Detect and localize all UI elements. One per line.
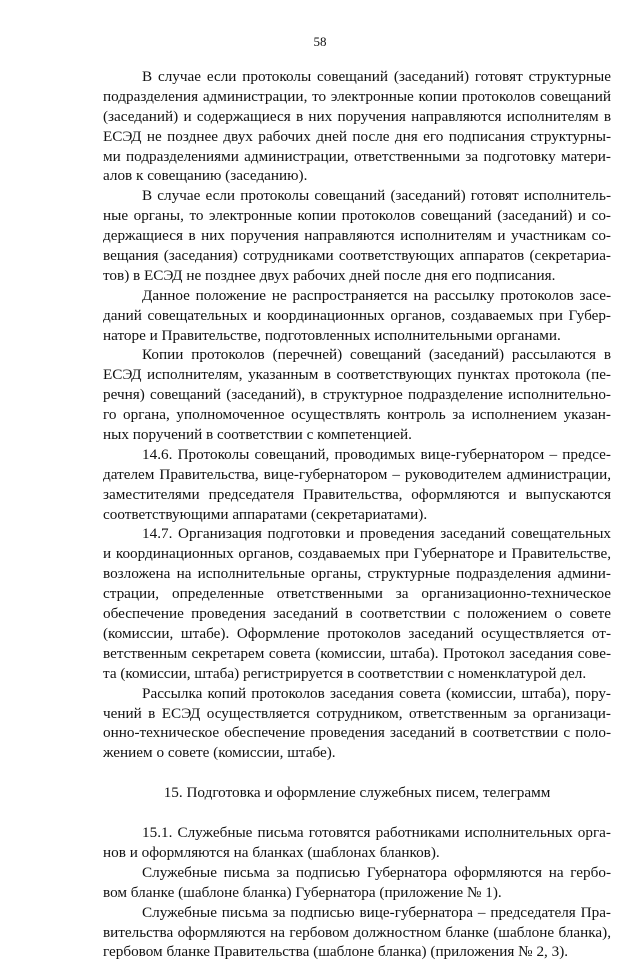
section-paragraph (103, 863, 611, 903)
section-paragraph (103, 823, 611, 863)
paragraph-line: жением о совете (комиссии, штабе). (103, 744, 336, 762)
paragraph-line: нов и оформляются на бланках (шаблонах бланков). (103, 843, 440, 861)
paragraph-line: даний совещательных и координационных органов, создаваемых при Губер- (103, 306, 611, 324)
paragraph-line: та (комиссии, штаба) регистрируется в соответствии с номенклатурой дел. (103, 664, 587, 682)
paragraph-line: ветственным секретарем совета (комиссии, штаба). Протокол заседания сове- (103, 644, 611, 662)
section-heading: 15. Подготовка и оформление служебных писем, телеграмм (163, 784, 551, 802)
paragraph (103, 186, 611, 285)
paragraph-line: го органа, уполномоченное осуществлять контроль за исполнением указан- (103, 406, 611, 424)
paragraph (103, 684, 611, 764)
paragraph-line: вительства оформляются на гербовом должностном бланке (шаблоне бланка), (103, 923, 611, 941)
paragraph-line: В случае если протоколы совещаний (заседаний) готовят структурные (142, 68, 611, 85)
paragraph-line: подразделения администрации, то электронные копии протоколов совещаний (103, 87, 611, 105)
paragraph-line: ные органы, то электронные копии протоколов совещаний (заседаний) и со- (103, 207, 611, 225)
paragraph (103, 445, 611, 525)
section-paragraph (103, 903, 611, 962)
paragraph-line: 14.7. Организация подготовки и проведения заседаний совещательных (142, 525, 611, 543)
paragraph-line: Служебные письма за подписью Губернатора оформляются на гербо- (142, 863, 611, 881)
page-number: 58 (313, 34, 327, 49)
paragraph-line: гербовом бланке Правительства (шаблоне бланка) (приложения № 2, 3). (103, 943, 569, 961)
paragraph-line: 14.6. Протоколы совещаний, проводимых вице-губернатором – предсе- (142, 445, 611, 463)
paragraph-line: заместителями председателя Правительства, оформляются и выпускаются (103, 485, 611, 503)
paragraph-line: возложена на исполнительные органы, структурные подразделения админи- (103, 565, 611, 583)
paragraph-line: обеспечение проведения заседаний в соответствии с положением о совете (103, 605, 611, 623)
paragraph-line: Служебные письма за подписью вице-губернатора – председателя Пра- (142, 903, 611, 921)
paragraph-line: Рассылка копий протоколов заседания совета (комиссии, штаба), пору- (142, 684, 611, 702)
paragraph (103, 524, 611, 683)
paragraph-line: речня) совещаний (заседаний), в структурное подразделение исполнительно- (103, 386, 611, 404)
paragraph-line: тов) в ЕСЭД не позднее двух рабочих дней после дня его подписания. (103, 266, 556, 284)
section-spacer (103, 803, 611, 823)
paragraph-line: (заседаний) и содержащиеся в них поручения направляются исполнителям в (103, 107, 611, 125)
paragraph-line: и координационных органов, создаваемых при Губернаторе и Правительстве, (103, 545, 611, 563)
paragraph-line: чений в ЕСЭД осуществляется сотрудником, ответственным за организаци- (103, 704, 611, 722)
paragraph (103, 345, 611, 444)
paragraph-line: наторе и Правительстве, подготовленных исполнительными органами. (103, 326, 561, 344)
paragraph-line: (комиссии, штабе). Оформление протоколов заседаний осуществляется от- (103, 624, 611, 642)
paragraph-line: вом бланке (шаблоне бланка) Губернатора (приложение № 1). (103, 883, 502, 901)
paragraph-line: 15.1. Служебные письма готовятся работниками исполнительных орга- (142, 824, 611, 842)
paragraph-line: Копии протоколов (перечней) совещаний (заседаний) рассылаются в (142, 346, 611, 364)
paragraph-line: В случае если протоколы совещаний (заседаний) готовят исполнитель- (142, 187, 611, 205)
paragraph-line: ми подразделениями администрации, ответственными за подготовку матери- (103, 147, 611, 165)
paragraph-line: страции, определенные ответственными за организационно-техническое (103, 585, 611, 603)
paragraph-line: ЕСЭД исполнителям, указанным в соответствующих пунктах протокола (пе- (103, 366, 611, 384)
paragraph-line: соответствующими аппаратами (секретариатами). (103, 505, 428, 523)
paragraph-line: держащиеся в них поручения направляются исполнителям и участникам со- (103, 227, 611, 245)
paragraph-line: ных поручений в соответствии с компетенцией. (103, 426, 412, 444)
paragraph (103, 67, 611, 186)
paragraph-line: вещания (заседания) сотрудниками соответствующих аппаратов (секретариа- (103, 247, 611, 265)
paragraph-line: ЕСЭД не позднее двух рабочих дней после дня его подписания структурны- (103, 127, 611, 145)
paragraph-line: онно-техническое обеспечение проведения заседаний в соответствии с поло- (103, 724, 611, 742)
document-body (103, 67, 611, 962)
section-spacer (103, 763, 611, 783)
paragraph-line: Данное положение не распространяется на рассылку протоколов засе- (142, 286, 611, 304)
paragraph-line: дателем Правительства, вице-губернатором – руководителем администрации, (103, 465, 611, 483)
paragraph-line: алов к совещанию (заседанию). (103, 167, 308, 185)
paragraph (103, 286, 611, 346)
